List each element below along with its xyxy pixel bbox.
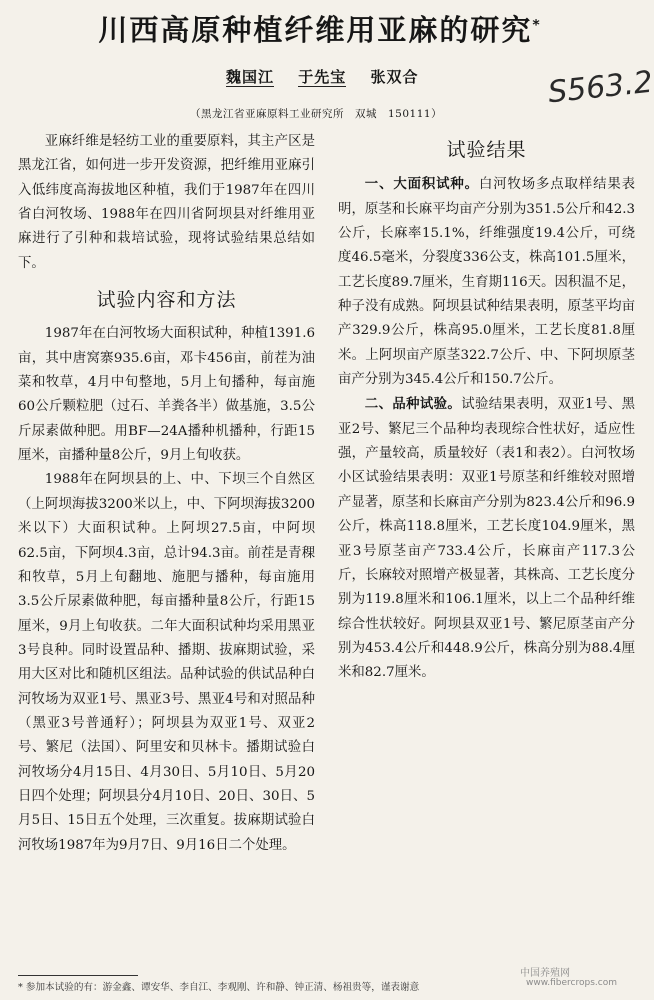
author-name: 于先宝 (298, 68, 347, 86)
watermark-text: 中国养殖网 (520, 968, 570, 979)
method-paragraph: 1988年在阿坝县的上、中、下坝三个自然区（上阿坝海拔3200米以上，中、下阿坝海拔3200米以下）大面积试种。上阿坝27.5亩，中阿坝62.5亩，下阿坝4.3亩，总计94.3亩。前茬是青稞和牧草，5月上旬翻地、施肥与播种，每亩施用3.5公斤尿素做种肥，每亩播种量8公斤，行距15厘米，9月上旬收获。二年大面积试种均采用黑亚3号良种。同时设置品种、播期、拔麻期试验，采用大区对比和随机区组法。品种试验的供试品种白河牧场为双亚1号、黑亚3号、黑亚4号和对照品种（黑亚3号普通籽）；阿坝县为双亚1号、双亚2号、繁尼（法国）、阿里安和贝林卡。播期试验白河牧场分4月15日、4月30日、5月10日、5月20日四个处理；阿坝县分4月10日、20日、30日、5月5日、15日五个处理，三次重复。拔麻期试验白河牧场1987年为9月7日、9月16日二个处理。 (18, 472, 315, 853)
author-list (226, 66, 437, 87)
handwritten-classification-code: S563.2 (546, 64, 654, 111)
result-text: 试验结果表明，双亚1号、黑亚2号、繁尼三个品种均表现综合性状好，适应性强，产量较高，质量较好（表1和表2）。白河牧场小区试验结果表明：双亚1号原茎和纤维较对照增产显著，原茎和长麻亩产分别为823.4公斤和96.9公斤，株高118.8厘米，工艺长度104.9厘米，黑亚3号原茎亩产733.4公斤，长麻亩产117.3公斤，长麻较对照增产极显著，其株高、工艺长度分别为119.8厘米和106.1厘米，以上二个品种纤维综合性状较好。阿坝县双亚1号、繁尼原茎亩产分别为453.4公斤和448.9公斤，株高分别为88.4厘米和82.7厘米。 (338, 397, 635, 681)
author-name: 张双合 (370, 68, 419, 86)
footnote: * 参加本试验的有：游金鑫、谭安华、李自江、李观刚、许和静、钟正清、杨祖贵等，谨表谢意 (18, 982, 420, 993)
section-heading-methods: 试验内容和方法 (96, 289, 237, 312)
result-subheading: 一、大面积试种。 (364, 176, 479, 193)
right-column (338, 130, 635, 686)
section-heading-results: 试验结果 (446, 139, 527, 161)
result-text: 白河牧场多点取样结果表明，原茎和长麻平均亩产分别为351.5公斤和42.3公斤，长麻率15.1%，纤维强度19.4公斤，可绕度46.5毫米，分裂度336公支，株高101.5厘米，工艺长度89.7厘米，生育期116天。因积温不足，种子没有成熟。阿坝县试种结果表明，原茎平均亩产329.9公斤，株高95.0厘米，工艺长度81.8厘米。上阿坝亩产原茎322.7公斤、中、下阿坝原茎亩产分别为345.4公斤和150.7公斤。 (338, 177, 636, 388)
author-name: 魏国江 (226, 68, 275, 86)
title-footnote-mark: * (532, 17, 542, 34)
left-column (18, 130, 315, 858)
watermark-url: www.fibercrops.com (526, 978, 617, 988)
result-paragraph (338, 392, 635, 685)
affiliation: （黑龙江省亚麻原料工业研究所 双城 150111） (190, 108, 443, 120)
result-subheading: 二、品种试验。 (364, 396, 462, 413)
result-paragraph (338, 172, 635, 392)
method-paragraph: 1987年在白河牧场大面积试种，种植1391.6亩，其中唐窝寨935.6亩，邓卡456亩，前茬为油菜和牧草，4月中旬整地，5月上旬播种，每亩施60公斤颗粒肥（过石、羊粪各半）做基施，3.5公斤尿素做种肥。用BF—24A播种机播种，行距15厘米，亩播种量8公斤，9月上旬收获。 (18, 326, 315, 464)
intro-paragraph: 亚麻纤维是轻纺工业的重要原料，其主产区是黑龙江省，如何进一步开发资源，把纤维用亚麻引入低纬度高海拔地区种植，我们于1987年在四川省白河牧场、1988年在四川省阿坝县对纤维用亚麻进行了引种和栽培试验，现将试验结果总结如下。 (18, 134, 315, 271)
article-title: 川西高原种植纤维用亚麻的研究* (98, 13, 542, 47)
footnote-rule (18, 975, 138, 976)
